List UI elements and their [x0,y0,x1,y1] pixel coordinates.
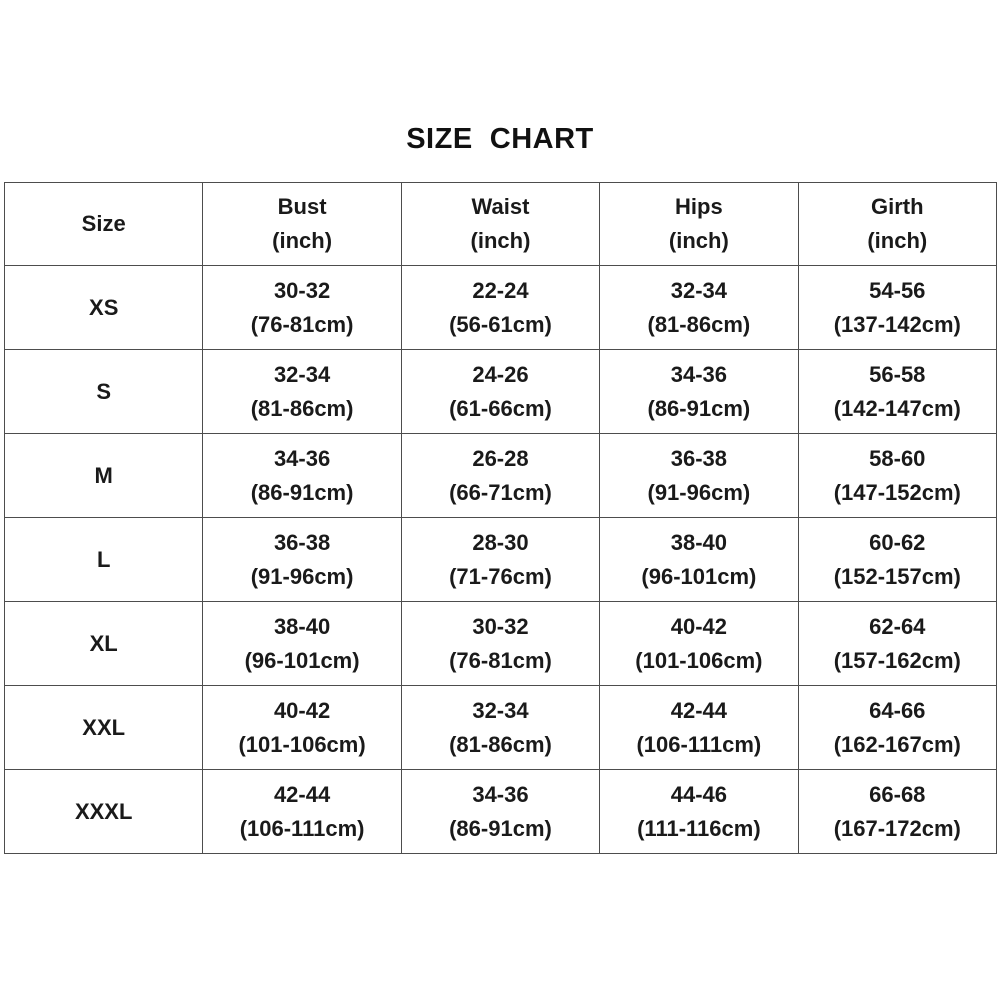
bust-cm-value: (101-106cm) [238,731,366,757]
header-hips-unit: (inch) [668,228,729,253]
girth-cm-value: (142-147cm) [833,395,961,421]
bust-cell [203,686,401,770]
waist-inch-value: 22-24 [472,277,529,303]
waist-inch-value: 32-34 [472,697,529,723]
waist-inch-value: 34-36 [472,781,529,807]
bust-cm-value: (86-91cm) [250,479,354,505]
table-row-l [5,518,997,602]
bust-cm-value: (81-86cm) [250,395,354,421]
girth-cell [798,266,996,350]
bust-cm-value: (96-101cm) [244,647,360,673]
hips-cell [600,434,798,518]
table-row-s [5,350,997,434]
header-row [5,183,997,266]
waist-cell [401,518,599,602]
waist-cell [401,266,599,350]
girth-cm-value: (137-142cm) [833,311,961,337]
bust-inch-value: 30-32 [273,277,331,303]
hips-inch-value: 38-40 [670,529,727,555]
size-cell [5,434,203,518]
girth-inch-value: 56-58 [869,361,926,387]
waist-cell [401,602,599,686]
table-row-xs [5,266,997,350]
hips-inch-value: 44-46 [670,781,727,807]
hips-inch-value: 42-44 [670,697,727,723]
girth-inch-value: 60-62 [869,529,926,555]
header-cell-size [5,183,203,266]
size-label: L [96,546,111,572]
girth-cm-value: (167-172cm) [833,815,961,841]
girth-cm-value: (157-162cm) [833,647,961,673]
waist-cell [401,686,599,770]
table-row-xxl [5,686,997,770]
hips-inch-value: 34-36 [670,361,727,387]
bust-inch-value: 42-44 [273,781,331,807]
waist-inch-value: 28-30 [472,529,529,555]
hips-cm-value: (111-116cm) [637,815,761,841]
girth-cell [798,350,996,434]
girth-inch-value: 66-68 [869,781,926,807]
bust-cell [203,350,401,434]
girth-cm-value: (162-167cm) [833,731,961,757]
hips-cell [600,770,798,854]
hips-inch-value: 32-34 [670,277,727,303]
waist-cm-value: (76-81cm) [449,647,552,673]
size-label: M [94,462,113,488]
header-size-label: Size [81,211,126,236]
size-label: XXL [82,714,126,740]
hips-cm-value: (81-86cm) [647,311,751,337]
header-bust-label: Bust [277,194,327,219]
size-label: S [96,378,112,404]
waist-inch-value: 26-28 [472,445,529,471]
bust-cell [203,770,401,854]
bust-cell [203,518,401,602]
table-row-xxxl [5,770,997,854]
waist-cm-value: (86-91cm) [449,815,552,841]
size-cell [5,602,203,686]
hips-cm-value: (106-111cm) [636,731,762,757]
page-title: SIZE CHART [406,123,594,155]
bust-inch-value: 40-42 [273,697,331,723]
girth-cell [798,602,996,686]
hips-cm-value: (96-101cm) [641,563,757,589]
header-cell-bust [203,183,401,266]
waist-cm-value: (56-61cm) [449,311,552,337]
table-row-xl [5,602,997,686]
size-cell [5,266,203,350]
header-waist-unit: (inch) [470,228,531,253]
girth-cell [798,770,996,854]
bust-cell [203,266,401,350]
size-cell [5,350,203,434]
hips-cell [600,266,798,350]
girth-cell [798,434,996,518]
header-cell-hips [600,183,798,266]
hips-inch-value: 36-38 [670,445,727,471]
size-cell [5,686,203,770]
bust-inch-value: 36-38 [273,529,331,555]
waist-inch-value: 24-26 [472,361,529,387]
hips-cell [600,350,798,434]
waist-cm-value: (66-71cm) [449,479,552,505]
girth-inch-value: 58-60 [869,445,926,471]
size-chart-table [4,182,997,854]
girth-inch-value: 64-66 [869,697,926,723]
girth-inch-value: 54-56 [869,277,926,303]
waist-cm-value: (61-66cm) [449,395,552,421]
hips-cell [600,518,798,602]
bust-inch-value: 32-34 [273,361,331,387]
waist-cm-value: (81-86cm) [449,731,552,757]
bust-inch-value: 38-40 [273,613,331,639]
bust-cm-value: (106-111cm) [239,815,365,841]
waist-cm-value: (71-76cm) [449,563,552,589]
girth-inch-value: 62-64 [869,613,926,639]
bust-cell [203,434,401,518]
size-cell [5,770,203,854]
size-label: XL [89,630,118,656]
hips-cell [600,686,798,770]
girth-cell [798,686,996,770]
girth-cm-value: (152-157cm) [833,563,961,589]
waist-cell [401,350,599,434]
header-cell-girth [798,183,996,266]
size-label: XXXL [74,798,133,824]
hips-cm-value: (101-106cm) [635,647,763,673]
header-cell-waist [401,183,599,266]
header-girth-label: Girth [871,194,924,219]
hips-cm-value: (91-96cm) [647,479,751,505]
size-label: XS [89,294,119,320]
waist-cell [401,770,599,854]
bust-cm-value: (91-96cm) [250,563,354,589]
header-bust-unit: (inch) [272,228,333,253]
header-waist-label: Waist [471,194,530,219]
bust-cell [203,602,401,686]
bust-cm-value: (76-81cm) [250,311,354,337]
hips-cm-value: (86-91cm) [647,395,751,421]
hips-inch-value: 40-42 [670,613,727,639]
header-hips-label: Hips [675,194,723,219]
size-cell [5,518,203,602]
waist-inch-value: 30-32 [472,613,529,639]
girth-cm-value: (147-152cm) [833,479,961,505]
bust-inch-value: 34-36 [273,445,331,471]
hips-cell [600,602,798,686]
header-girth-unit: (inch) [867,228,928,253]
girth-cell [798,518,996,602]
waist-cell [401,434,599,518]
table-row-m [5,434,997,518]
